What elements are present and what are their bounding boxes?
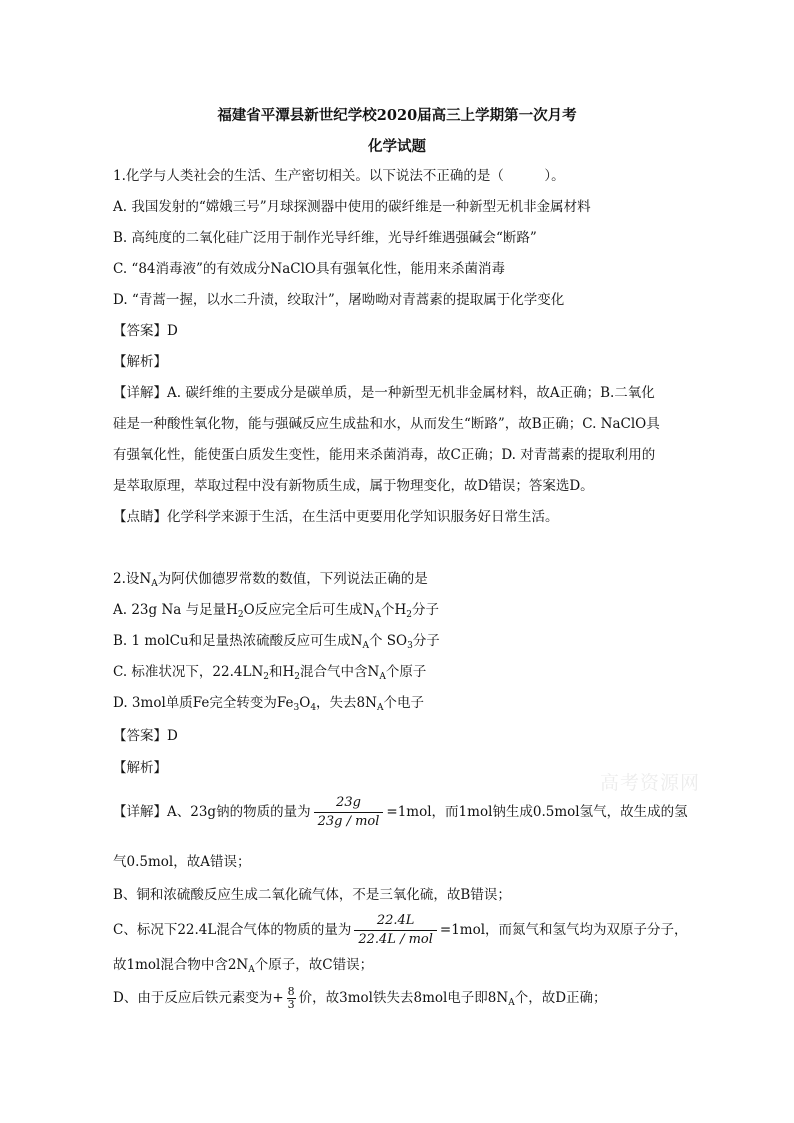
q2-detail-c-cont: 故1mol混合物中含$2N_A$个原子，故C错误；	[113, 957, 374, 975]
q1-answer: 【答案】D	[113, 323, 178, 339]
q2-option-a: A. 23g Na 与足量$H_2O$反应完全后可生成$N_A$个$H_2$分子	[113, 602, 440, 620]
q2-detail-c: C、标况下22.4L混合气体的物质的量为 $\frac{22.4L}{\text{22.4L / mol}}$ =1mol，而氮气和氢气均为双原子分子，	[113, 913, 688, 947]
document-title: 福建省平潭县新世纪学校2020届高三上学期第一次月考	[217, 107, 577, 124]
fraction: $\frac{23g}{\text{23g / mol}}$	[314, 795, 384, 830]
q2-option-d: D. 3mol单质Fe完全转变为$Fe_3O_4$，失去$8N_A$个电子	[113, 695, 424, 713]
q1-option-c: C. “84消毒液”的有效成分NaClO具有强氧化性，能用来杀菌消毒	[113, 261, 505, 277]
q1-option-b: B. 高纯度的二氧化硅广泛用于制作光导纤维，光导纤维遇强碱会“断路”	[113, 230, 537, 246]
question-2-stem: 2.设$N_A$为阿伏伽德罗常数的数值，下列说法正确的是	[113, 571, 428, 589]
q2-detail-b: B、铜和浓硫酸反应生成二氧化硫气体，不是三氧化硫，故B错误；	[113, 887, 511, 903]
q2-option-c: C. 标准状况下，$22.4LN_2$和$H_2$混合气中含$N_A$个原子	[113, 664, 427, 682]
fraction: $\frac{8}{3}$	[287, 985, 295, 1011]
fraction: $\frac{22.4L}{\text{22.4L / mol}}$	[354, 913, 437, 948]
q1-option-a: A. 我国发射的“嫦娥三号”月球探测器中使用的碳纤维是一种新型无机非金属材料	[113, 199, 591, 215]
q2-detail-d: D、由于反应后铁元素变为+ $\frac{8}{3}$ 价，故3mol铁失去8mol电子即$8N_A$个，故D正确；	[113, 985, 607, 1011]
q2-detail-a-cont: 气0.5mol，故A错误；	[113, 854, 251, 870]
q2-detail-a: 【详解】A、23g钠的物质的量为 $\frac{23g}{\text{23g / mol}}$ =1mol，而1mol钠生成0.5mol氢气，故生成的氢	[113, 795, 688, 829]
q1-analysis-heading: 【解析】	[113, 354, 167, 370]
q1-detail-line: 【详解】A. 碳纤维的主要成分是碳单质，是一种新型无机非金属材料，故A正确；B.二氧化	[113, 385, 655, 401]
q1-detail-line: 是萃取原理，萃取过程中没有新物质生成，属于物理变化，故D错误；答案选D。	[113, 478, 594, 494]
q2-option-b: B. 1 molCu和足量热浓硫酸反应可生成$N_A$个 $SO_3$分子	[113, 633, 440, 651]
q2-answer: 【答案】D	[113, 728, 178, 744]
document-subtitle: 化学试题	[368, 138, 426, 155]
q1-detail-line: 有强氧化性，能使蛋白质发生变性，能用来杀菌消毒，故C正确；D. 对青蒿素的提取利用的	[113, 447, 656, 463]
q1-detail-line: 硅是一种酸性氧化物，能与强碱反应生成盐和水，从而发生“断路”，故B正确；C. NaClO具	[113, 416, 660, 432]
watermark: 高考资源网	[600, 772, 701, 794]
q1-comment: 【点睛】化学科学来源于生活，在生活中更要用化学知识服务好日常生活。	[113, 509, 559, 525]
question-1-stem: 1.化学与人类社会的生活、生产密切相关。以下说法不正确的是（ ）。	[113, 168, 565, 184]
q1-option-d: D. “青蒿一握，以水二升渍，绞取汁”，屠呦呦对青蒿素的提取属于化学变化	[113, 292, 565, 308]
q2-analysis-heading: 【解析】	[113, 760, 167, 776]
